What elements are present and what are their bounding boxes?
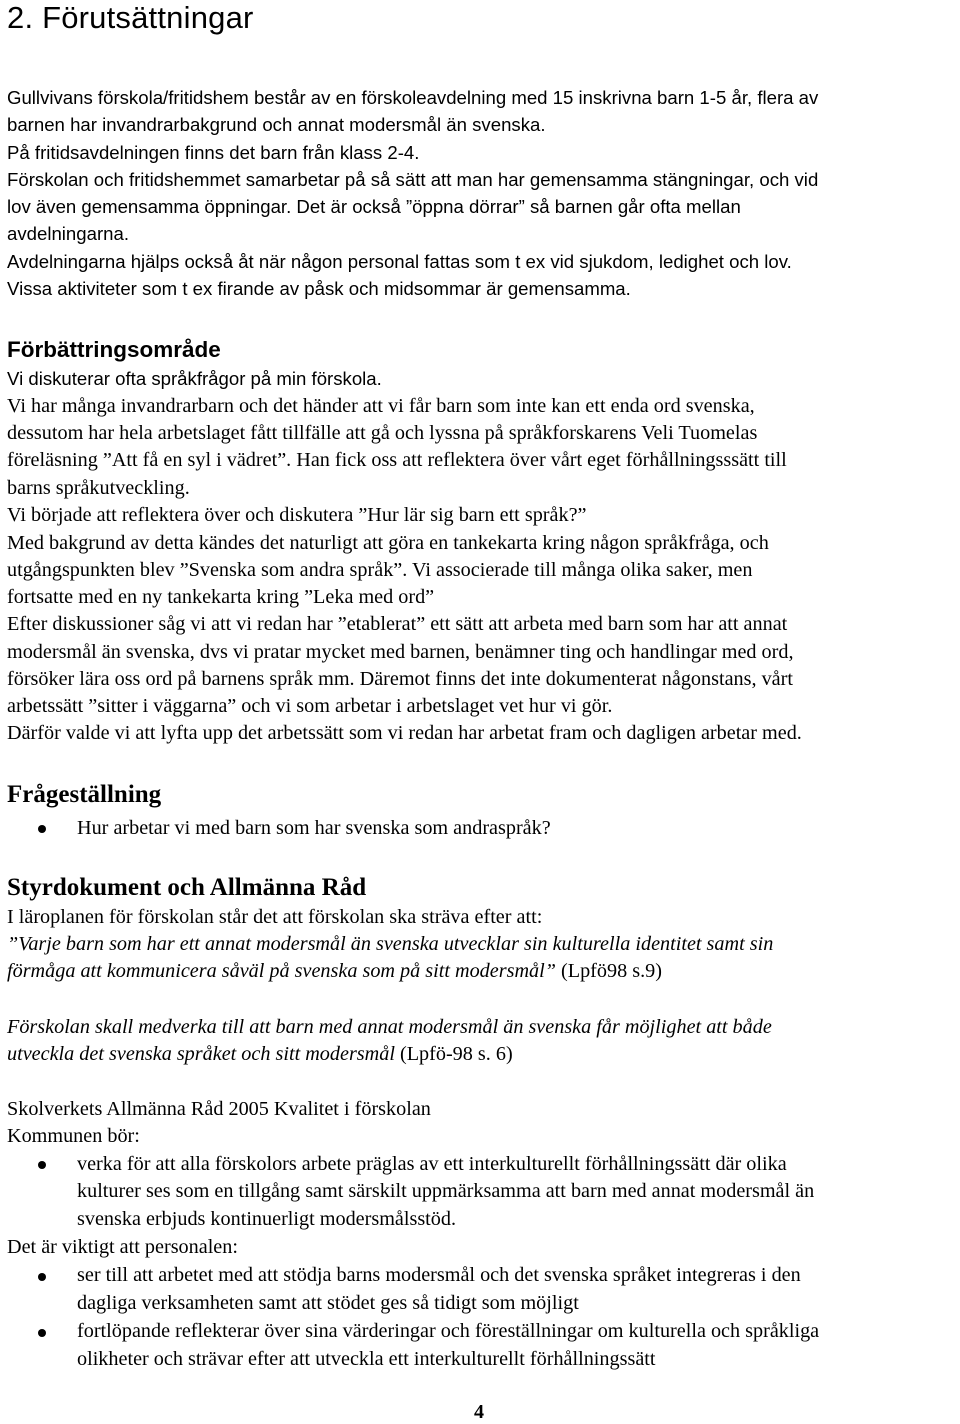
improvement-line: Vi började att reflektera över och diskutera ”Hur lär sig barn ett språk?” [7, 504, 587, 526]
improvement-line: Därför valde vi att lyfta upp det arbetssätt som vi redan har arbetat fram och dagligen arbetar med. [7, 722, 802, 744]
staff-bullet-line: fortlöpande reflekterar över sina värderingar och föreställningar om kulturella och språkliga [77, 1320, 820, 1342]
intro-line: avdelningarna. [7, 223, 129, 244]
improvement-line: föreläsning ”Att få en syl i vädret”. Han fick oss att reflektera över vårt eget förhållningsssätt till [7, 449, 787, 471]
quote-line: Förskolan skall medverka till att barn med annat modersmål än svenska får möjlighet att både [7, 1016, 772, 1038]
quote-reference: (Lpfö98 s.9) [555, 960, 662, 982]
municipality-bullet-line: kulturer ses som en tillgång samt särskilt uppmärksamma att barn med annat modersmål än [77, 1180, 815, 1202]
municipality-bullet-line: svenska erbjuds kontinuerligt modersmålsstöd. [77, 1208, 457, 1230]
bullet-icon [38, 825, 46, 833]
intro-line: barnen har invandrarbakgrund och annat modersmål än svenska. [7, 114, 546, 135]
intro-line: Gullvivans förskola/fritidshem består av en förskoleavdelning med 15 inskrivna barn 1-5 år, flera av [7, 87, 819, 108]
quote-line: ”Varje barn som har ett annat modersmål än svenska utvecklar sin kulturella identitet samt sin [7, 933, 774, 955]
bullet-icon [38, 1329, 46, 1337]
intro-line: Förskolan och fritidshemmet samarbetar på så sätt att man har gemensamma stängningar, och vid [7, 169, 819, 190]
municipality-bullet-line: verka för att alla förskolors arbete präglas av ett interkulturellt förhållningssätt där olika [77, 1153, 787, 1175]
steering-lead: I läroplanen för förskolan står det att förskolan ska sträva efter att: [7, 906, 543, 928]
improvement-line: modersmål än svenska, dvs vi pratar mycket med barnen, benämner ting och handlingar med ord, [7, 641, 794, 663]
steering-heading: Styrdokument och Allmänna Råd [7, 874, 367, 901]
staff-bullet-line: olikheter och strävar efter att utveckla ett interkulturellt förhållningssätt [77, 1348, 656, 1370]
improvement-line: fortsatte med en ny tankekarta kring ”Leka med ord” [7, 586, 435, 608]
improvement-line: utgångspunkten blev ”Svenska som andra språk”. Vi associerade till många olika saker, men [7, 559, 753, 581]
quote-reference: (Lpfö-98 s. 6) [394, 1043, 513, 1065]
staff-label: Det är viktigt att personalen: [7, 1236, 238, 1258]
bullet-icon [38, 1161, 46, 1169]
bullet-icon [38, 1273, 46, 1281]
improvement-line: dessutom har hela arbetslaget fått tillfälle att gå och lyssna på språkforskarens Veli Tuomelas [7, 422, 758, 444]
intro-line: Vissa aktiviteter som t ex firande av påsk och midsommar är gemensamma. [7, 278, 631, 299]
quote-italic: utveckla det svenska språket och sitt modersmål [7, 1043, 395, 1065]
improvement-line: Med bakgrund av detta kändes det naturligt att göra en tankekarta kring någon språkfråga, och [7, 532, 769, 554]
improvement-heading: Förbättringsområde [7, 337, 221, 362]
municipality-label: Kommunen bör: [7, 1125, 140, 1147]
quote-line [7, 958, 662, 985]
staff-bullet-line: ser till att arbetet med att stödja barns modersmål och det svenska språket integreras i den [77, 1264, 801, 1286]
improvement-line: Vi har många invandrarbarn och det händer att vi får barn som inte kan ett enda ord svenska, [7, 395, 755, 417]
improvement-line: Efter diskussioner såg vi att vi redan har ”etablerat” ett sätt att arbeta med barn som har att annat [7, 613, 788, 635]
page-number: 4 [474, 1401, 484, 1423]
improvement-line: arbetssätt ”sitter i väggarna” och vi som arbetar i arbetslaget vet hur vi gör. [7, 695, 613, 717]
intro-line: lov även gemensamma öppningar. Det är också ”öppna dörrar” så barnen går ofta mellan [7, 196, 741, 217]
quote-italic: förmåga att kommunicera såväl på svenska som på sitt modersmål” [7, 960, 556, 982]
quote-line [7, 1041, 513, 1068]
intro-line: På fritidsavdelningen finns det barn från klass 2-4. [7, 142, 420, 163]
chapter-title: 2. Förutsättningar [7, 0, 254, 35]
improvement-first-line: Vi diskuterar ofta språkfrågor på min förskola. [7, 368, 382, 389]
question-bullet-text: Hur arbetar vi med barn som har svenska som andraspråk? [77, 817, 551, 839]
advice-title: Skolverkets Allmänna Råd 2005 Kvalitet i förskolan [7, 1098, 431, 1120]
question-heading: Frågeställning [7, 781, 162, 808]
staff-bullet-line: dagliga verksamheten samt att stödet ges så tidigt som möjligt [77, 1292, 579, 1314]
improvement-line: barns språkutveckling. [7, 477, 190, 499]
intro-line: Avdelningarna hjälps också åt när någon personal fattas som t ex vid sjukdom, ledighet och lov. [7, 251, 792, 272]
improvement-line: försöker lära oss ord på barnens språk mm. Däremot finns det inte dokumenterat någonstans, vårt [7, 668, 793, 690]
